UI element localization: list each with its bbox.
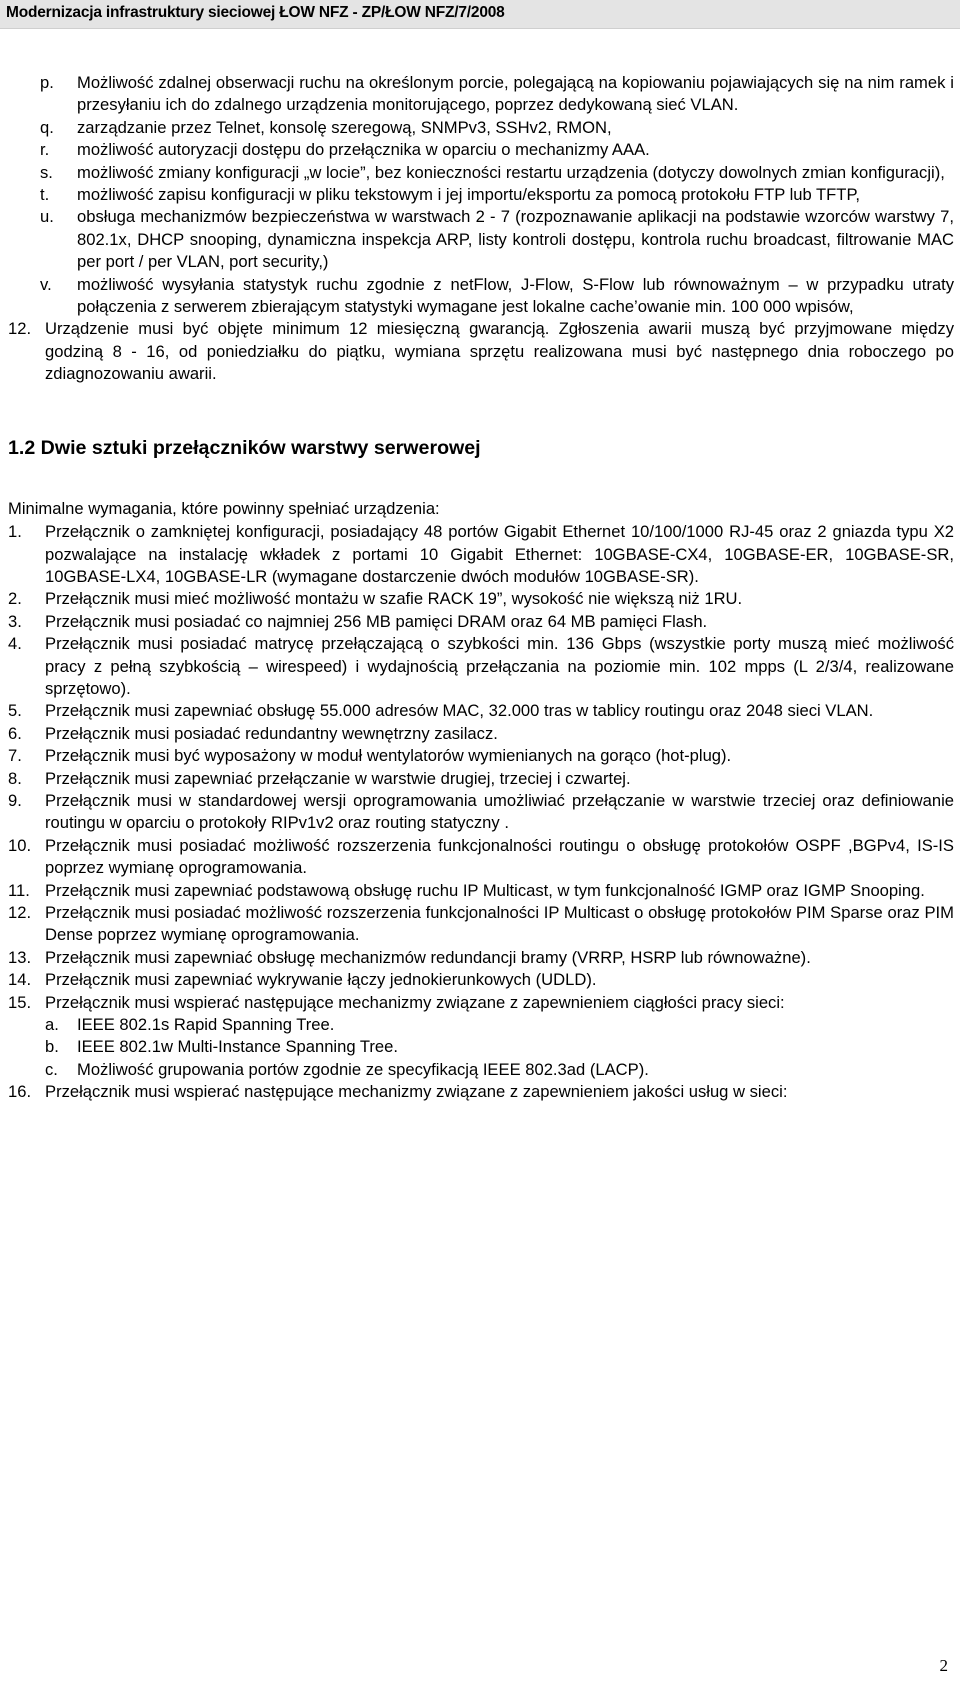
list-item-text: Przełącznik musi mieć możliwość montażu w szafie RACK 19”, wysokość nie większą niż 1RU. [45, 589, 743, 609]
list-item-text: Przełącznik musi w standardowej wersji oprogramowania umożliwiać przełączanie w warstwie trzeciej oraz definiowanie routingu w oparciu o protokoły RIPv1v2 oraz routing statyczny . [45, 790, 954, 833]
list-item-label: r. [40, 140, 50, 160]
list-item-label: q. [40, 117, 54, 137]
list-item-label: 3. [8, 611, 22, 631]
list-item-label: 12. [8, 319, 32, 339]
list-item [8, 274, 954, 319]
list-item [8, 969, 954, 991]
list-item [8, 992, 954, 1014]
list-item-label: c. [45, 1059, 58, 1079]
list-item-text: IEEE 802.1s Rapid Spanning Tree. [77, 1015, 335, 1035]
list-item-text: obsługa mechanizmów bezpieczeństwa w warstwach 2 - 7 (rozpoznawanie aplikacji na podstawie wzorców warstwy 7, 802.1x, DHCP snooping, dynamiczna inspekcja ARP, listy kontroli dostępu, kontrola ruchu broadcast, filtrowanie MAC per port / per VLAN, port security,) [77, 207, 954, 272]
list-item-text: Przełącznik musi zapewniać obsługę mechanizmów redundancji bramy (VRRP, HSRP lub równoważne). [45, 947, 811, 967]
list-item [8, 521, 954, 588]
list-item-text: Urządzenie musi być objęte minimum 12 miesięczną gwarancją. Zgłoszenia awarii muszą być przyjmowane między godziną 8 - 16, od poniedziałku do piątku, wymiana sprzętu realizowana musi być następnego dnia roboczego po zdiagnozowaniu awarii. [45, 319, 954, 384]
list-item-label: 7. [8, 746, 22, 766]
list-item-text: Przełącznik o zamkniętej konfiguracji, posiadający 48 portów Gigabit Ethernet 10/100/1000 RJ-45 oraz 2 gniazda typu X2 pozwalające na instalację wkładek z portami 10 Gigabit Ethernet: 10GBASE-CX4, 10GBASE-ER, 10GBASE-SR, 10GBASE-LX4, 10GBASE-LR (wymagane dostarczenie dwóch modułów 10GBASE-SR). [45, 522, 954, 586]
list-item [8, 162, 954, 184]
list-item [8, 790, 954, 835]
document-body [8, 72, 954, 1104]
list-item-text: IEEE 802.1w Multi-Instance Spanning Tree. [77, 1037, 398, 1057]
list-item [8, 880, 954, 902]
list-item-label: 16. [8, 1082, 32, 1102]
list-item-label: p. [40, 73, 54, 92]
list-subitem [8, 1036, 954, 1058]
list-item-label: 4. [8, 634, 22, 654]
list-item-text: Przełącznik musi zapewniać obsługę 55.000 adresów MAC, 32.000 tras w tablicy routingu oraz 2048 sieci VLAN. [45, 701, 874, 721]
list-item-label: 6. [8, 723, 22, 743]
list-item [8, 633, 954, 700]
list-item-label: 13. [8, 947, 32, 967]
list-item-label: s. [40, 162, 53, 182]
list-item-label: a. [45, 1015, 59, 1035]
list-item-text: możliwość zmiany konfiguracji „w locie”, bez konieczności restartu urządzenia (dotyczy dowolnych zmian konfiguracji), [77, 162, 945, 182]
list-item-label: 15. [8, 992, 32, 1012]
list-item-text: Przełącznik musi zapewniać podstawową obsługę ruchu IP Multicast, w tym funkcjonalność IGMP oraz IGMP Snooping. [45, 880, 925, 900]
list-item [8, 588, 954, 610]
list-item [8, 318, 954, 385]
list-item-label: b. [45, 1037, 59, 1057]
list-item [8, 611, 954, 633]
list-item-text: Przełącznik musi posiadać matrycę przełączającą o szybkości min. 136 Gbps (wszystkie porty muszą mieć możliwość pracy z pełną szybkością – wirespeed) i wydajnością przełączania na poziomie min. 102 mpps (L 2/3/4, realizowane sprzętowo). [45, 634, 954, 698]
list-subitem [8, 1014, 954, 1036]
list-item-label: v. [40, 274, 52, 294]
list-item-label: t. [40, 185, 50, 205]
list-item [8, 700, 954, 722]
list-item-text: Przełącznik musi wspierać następujące mechanizmy związane z zapewnieniem ciągłości pracy sieci: [45, 992, 785, 1012]
list-item [8, 745, 954, 767]
requirements-list [8, 521, 954, 1104]
list-item-text: Przełącznik musi posiadać możliwość rozszerzenia funkcjonalności routingu o obsługę protokołów OSPF ,BGPv4, IS-IS poprzez wymianę oprogramowania. [45, 835, 954, 878]
list-item-label: 5. [8, 701, 22, 721]
list-item-text: Przełącznik musi posiadać co najmniej 256 MB pamięci DRAM oraz 64 MB pamięci Flash. [45, 611, 708, 631]
list-item [8, 117, 954, 139]
list-item-label: 14. [8, 970, 32, 990]
list-item-label: 11. [8, 880, 30, 900]
list-item-label: 1. [8, 522, 22, 542]
list-item-text: Możliwość grupowania portów zgodnie ze specyfikacją IEEE 802.3ad (LACP). [77, 1059, 649, 1079]
list-item-text: Przełącznik musi posiadać możliwość rozszerzenia funkcjonalności IP Multicast o obsługę protokołów PIM Sparse oraz PIM Dense poprzez wymianę oprogramowania. [45, 903, 954, 945]
list-item-label: 12. [8, 903, 32, 922]
list-item [8, 835, 954, 880]
list-item-text: Przełącznik musi zapewniać wykrywanie łączy jednokierunkowych (UDLD). [45, 970, 597, 990]
list-item-text: Przełącznik musi wspierać następujące mechanizmy związane z zapewnieniem jakości usług w sieci: [45, 1082, 788, 1102]
list-item [8, 139, 954, 161]
list-item-text: możliwość wysyłania statystyk ruchu zgodnie z netFlow, J-Flow, S-Flow lub równoważnym – w przypadku utraty połączenia z serwerem zbierającym statystyki wymagane jest lokalne cache’owanie min. 100 000 wpisów, [77, 274, 954, 317]
list-item [8, 184, 954, 206]
list-item-label: 9. [8, 790, 22, 810]
list-item-text: Przełącznik musi być wyposażony w moduł wentylatorów wymienianych na gorąco (hot-plug). [45, 746, 732, 766]
list-item-text: Przełącznik musi zapewniać przełączanie w warstwie drugiej, trzeciej i czwartej. [45, 768, 631, 788]
list-item [8, 1081, 954, 1103]
list-item-label: 2. [8, 589, 22, 609]
list-item-text: zarządzanie przez Telnet, konsolę szeregową, SNMPv3, SSHv2, RMON, [77, 117, 612, 137]
list-item [8, 902, 954, 947]
list-item [8, 72, 954, 117]
section-heading: 1.2 Dwie sztuki przełączników warstwy serwerowej [8, 436, 481, 459]
page-number: 2 [939, 1656, 948, 1675]
intro-text: Minimalne wymagania, które powinny spełniać urządzenia: [8, 498, 440, 518]
page-header [0, 0, 960, 29]
list-item-label: u. [40, 207, 54, 227]
list-item [8, 206, 954, 273]
list-item-text: Możliwość zdalnej obserwacji ruchu na określonym porcie, polegającą na kopiowaniu pojawiających się na nim ramek i przesyłaniu ich do zdalnego urządzenia monitorującego, poprzez dedykowaną sieć VLAN. [77, 73, 954, 115]
list-item-text: Przełącznik musi posiadać redundantny wewnętrzny zasilacz. [45, 723, 498, 743]
header-title: Modernizacja infrastruktury sieciowej ŁOW NFZ - ZP/ŁOW NFZ/7/2008 [6, 4, 505, 21]
list-item [8, 768, 954, 790]
list-subitem [8, 1059, 954, 1081]
list-item [8, 947, 954, 969]
list-item-label: 10. [8, 835, 32, 855]
list-item-text: możliwość autoryzacji dostępu do przełącznika w oparciu o mechanizmy AAA. [77, 140, 650, 160]
list-item-text: możliwość zapisu konfiguracji w pliku tekstowym i jej importu/eksportu za pomocą protokołu FTP lub TFTP, [77, 185, 860, 205]
list-item-label: 8. [8, 768, 22, 788]
list-item [8, 723, 954, 745]
